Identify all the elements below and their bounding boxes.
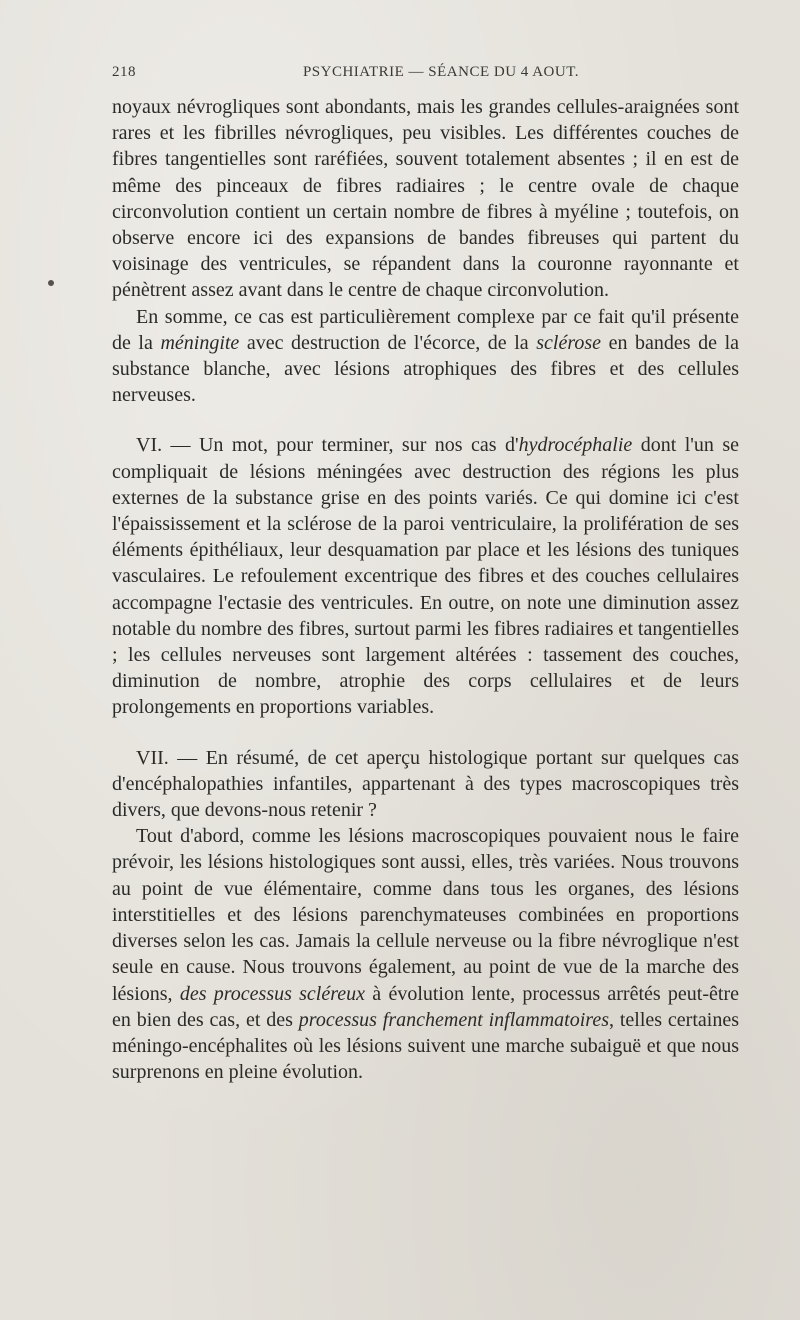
text-run: Tout d'abord, comme les lésions macroscopiques pouvaient nous le faire prévoir, les lésions histologiques sont aussi, elles, très variées. Nous trouvons au point de vue élémentaire, comme dans tous les organes, des lésions interstitielles et des lésions parenchymateuses combinées en proportions diverses selon les cas. Jamais la cellule nerveuse ou la fibre névroglique n'est seule en cause. Nous trouvons également, au point de vue de la marche des lésions, [112, 825, 739, 1005]
text-run: , telles certaines méningo-encéphalites où les lésions suivent une marche subaiguë et que nous surprenons en pleine évolution. [112, 1008, 739, 1084]
body-text [112, 94, 739, 1085]
paragraph-summary [112, 304, 739, 409]
italic-term-processus-sclereux: des processus scléreux [179, 982, 366, 1005]
running-title: PSYCHIATRIE — SÉANCE DU 4 AOUT. [302, 64, 580, 80]
page-number: 218 [112, 64, 136, 80]
italic-term-hydrocephalie: hydrocéphalie [518, 434, 633, 457]
italic-term-processus-inflammatoires: processus franchement inflammatoires [298, 1008, 609, 1031]
text-run: VI. — Un mot, pour terminer, sur nos cas d' [136, 434, 519, 457]
italic-term-meningite: méningite [160, 331, 240, 354]
section-vi [112, 432, 739, 720]
text-run: dont l'un se compliquait de lésions méningées avec destruction des régions les plus externes de la substance grise en des points variés. Ce qui domine ici c'est l'épaississement et la sclérose de la paroi ventriculaire, la prolifération de ses éléments épithéliaux, leur desquamation par place et les lésions des tuniques vasculaires. Le refoulement excentrique des fibres et des couches cellulaires accompagne l'ectasie des ventricules. En outre, on note une diminution assez notable du nombre des fibres, surtout parmi les fibres radiaires et tangentielles ; les cellules nerveuses sont largement altérées : tassement des couches, diminution de nombre, atrophie des corps cellulaires et de leurs prolongements en proportions variables. [112, 434, 739, 719]
paragraph-conclusion [112, 823, 739, 1085]
text-run: en bandes de la substance blanche, avec lésions atrophiques des fibres et des cellules nerveuses. [112, 331, 740, 407]
italic-term-sclerose: sclérose [536, 331, 602, 354]
text-run: à évolution lente, processus arrêtés peut-être en bien des cas, et des [112, 982, 739, 1031]
text-run: avec destruction de l'écorce, de la [239, 331, 537, 354]
ink-speck [48, 280, 54, 286]
page-header [112, 64, 730, 86]
text-run: En somme, ce cas est particulièrement complexe par ce fait qu'il présente de la [112, 305, 739, 354]
section-vii: VII. — En résumé, de cet aperçu histologique portant sur quelques cas d'encéphalopathies infantiles, appartenant à des types macroscopiques très divers, que devons-nous retenir ? [112, 746, 739, 822]
paragraph-continuation: noyaux névrogliques sont abondants, mais les grandes cellules-araignées sont rares et les fibrilles névrogliques, peu visibles. Les différentes couches de fibres tangentielles sont raréfiées, souvent totalement absentes ; il en est de même des pinceaux de fibres radiaires ; le centre ovale de chaque circonvolution contient un certain nombre de fibres à myéline ; toutefois, on observe encore ici des expansions de bandes fibreuses qui partent du voisinage des ventricules, se répandent dans la couronne rayonnante et pénètrent assez avant dans le centre de chaque circonvolution. [112, 96, 739, 302]
